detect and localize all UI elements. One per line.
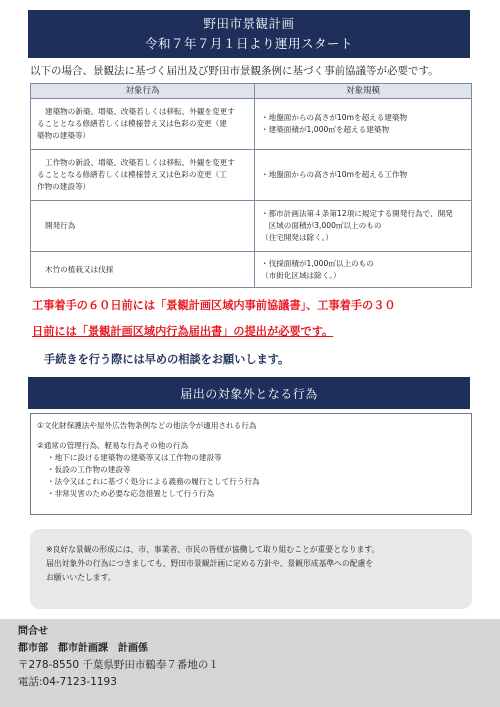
note-box: ※良好な景観の形成には、市、事業者、市民の皆様が協働して取り組むことが重要となります。 届出対象外の行為につきましても、野田市景観計画に定める方針や、景観形成基準への配慮を お願いいたします。 [30, 529, 472, 609]
col-header-action: 対象行為 [31, 84, 255, 99]
action-cell: 建築物の新築、増築、改築若しくは移転、外観を変更す ることとなる修繕若しくは模様替え又は色彩の変更（建 築物の建築等） [31, 99, 255, 150]
exclusion-subitem: ・地下に設ける建築物の建築等又は工作物の建設等 [47, 453, 222, 462]
contact-dept: 都市部 都市計画課 計画係 [18, 642, 148, 654]
col-header-scale: 対象規模 [255, 84, 472, 99]
contact-address: 〒278-8550 千葉県野田市鶴奉７番地の１ [18, 659, 219, 671]
scale-cell: ・地盤面からの高さが10mを超える建築物 ・建築面積が1,000㎡を超える建築物 [255, 99, 472, 150]
action-cell: 工作物の新設、増築、改築若しくは移転、外観を変更す ることとなる修繕若しくは模様替え又は色彩の変更（工 作物の建設等） [31, 150, 255, 201]
exclusions-heading: 届出の対象外となる行為 [28, 377, 470, 409]
table-row [31, 201, 472, 252]
page-subtitle: 令和７年７月１日より運用スタート [144, 36, 353, 51]
table-row [31, 252, 472, 288]
deadline-notice-line2: 日前には「景観計画区域内行為届出書」の提出が必要です。 [32, 325, 334, 338]
exclusion-subitem: ・仮設の工作物の建設等 [47, 465, 131, 474]
contact-phone: 電話:04-7123-1193 [18, 675, 117, 688]
exclusion-subitem: ・法令又はこれに基づく処分による義務の履行として行う行為 [47, 477, 260, 486]
exclusions-box [30, 413, 472, 515]
action-cell: 木竹の植栽又は伐採 [31, 252, 255, 288]
exclusion-subitem: ・非常災害のため必要な応急措置として行う行為 [47, 489, 215, 498]
table-row [31, 150, 472, 201]
intro-text: 以下の場合、景観法に基づく届出及び野田市景観条例に基づく事前協議等が必要です。 [30, 65, 439, 77]
contact-label: 問合せ [18, 626, 48, 637]
scale-cell: ・都市計画法第４条第12項に規定する開発行為で、開発 区域の面積が3,000㎡以上のもの （住宅開発は除く。） [255, 201, 472, 252]
exclusion-item: ①文化財保護法や屋外広告物条例などの他法令が適用される行為 [37, 421, 257, 430]
exclusion-item: ②通常の管理行為、軽易な行為その他の行為 [37, 441, 189, 450]
action-cell: 開発行為 [31, 201, 255, 252]
page-title: 野田市景観計画 [203, 16, 295, 31]
contact-footer [0, 619, 500, 707]
deadline-notice-line1: 工事着手の６０日前には「景観計画区域内事前協議書」、工事着手の３０ [32, 299, 396, 312]
scale-cell: ・地盤面からの高さが10mを超える工作物 [255, 150, 472, 201]
scale-cell: ・伐採面積が1,000㎡以上のもの （市街化区域は除く。） [255, 252, 472, 288]
rules-table [30, 83, 472, 288]
title-banner [28, 10, 470, 58]
consultation-notice: 手続きを行う際には早めの相談をお願いします。 [44, 353, 290, 366]
table-row [31, 99, 472, 150]
